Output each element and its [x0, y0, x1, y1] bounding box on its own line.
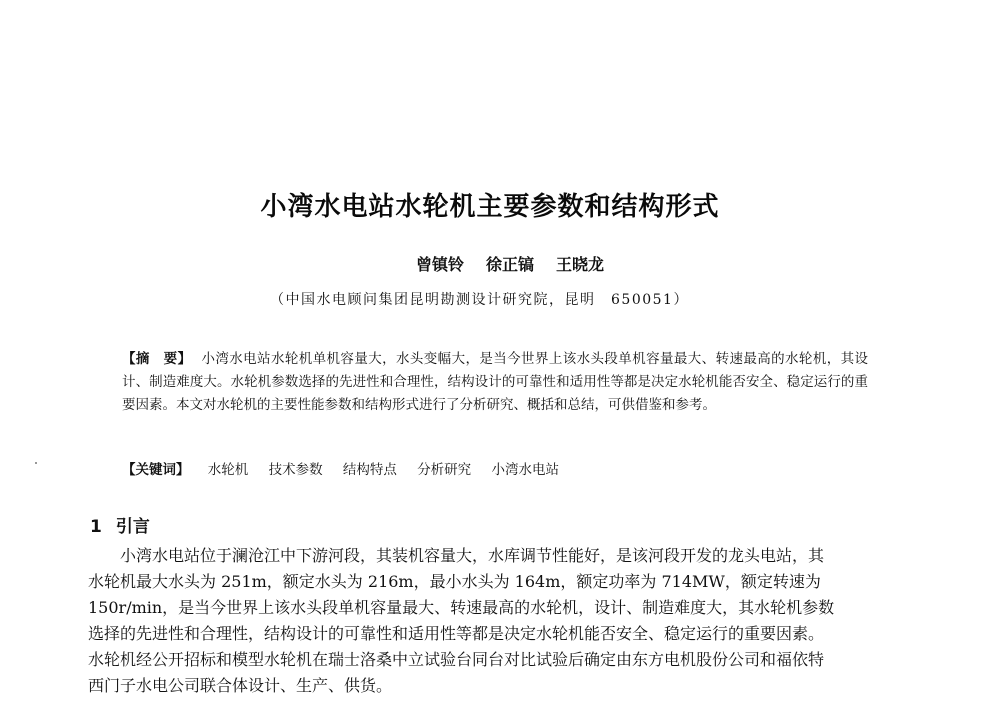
author-name: 王晓龙: [556, 255, 605, 274]
section-number: 1: [90, 517, 102, 537]
keyword: 分析研究: [417, 462, 472, 478]
keywords-label: 【关键词】: [122, 462, 190, 478]
keyword: 技术参数: [268, 462, 323, 478]
author-affiliation: （中国水电顾问集团昆明勘测设计研究院，昆明 650051）: [270, 292, 689, 308]
keyword: 小湾水电站: [491, 462, 559, 478]
author-name: 曾镇铃: [415, 255, 464, 274]
keyword: 水轮机: [207, 462, 249, 478]
keyword: 结构特点: [342, 462, 397, 478]
abstract: [122, 348, 868, 417]
abstract-label: 【摘 要】: [122, 351, 192, 367]
author-list: [360, 252, 660, 275]
abstract-text: 小湾水电站水轮机单机容量大，水头变幅大，是当今世界上该水头段单机容量最大、转速最高的水轮机，其设计、制造难度大。水轮机参数选择的先进性和合理性，结构设计的可靠性和适用性等都是决定水轮机能否安全、稳定运行的重要因素。本文对水轮机的主要性能参数和结构形式进行了分析研究、概括和总结，可供借鉴和参考。: [122, 351, 869, 413]
author-name: 徐正镐: [485, 255, 534, 274]
section-body: [88, 543, 903, 699]
scan-speck: [35, 462, 37, 464]
body-line: 小湾水电站位于澜沧江中下游河段，其装机容量大，水库调节性能好，是该河段开发的龙头电站，其: [120, 546, 825, 565]
paper-title: 小湾水电站水轮机主要参数和结构形式: [260, 192, 720, 222]
body-line: 西门子水电公司联合体设计、生产、供货。: [88, 676, 393, 695]
keywords: [122, 458, 868, 478]
section-title: 引言: [115, 517, 150, 537]
section-heading: [90, 512, 150, 537]
body-line: 150r/min，是当今世界上该水头段单机容量最大、转速最高的水轮机，设计、制造难度大，其水轮机参数: [88, 598, 835, 617]
body-line: 水轮机最大水头为 251m，额定水头为 216m，最小水头为 164m，额定功率为 714MW，额定转速为: [88, 572, 821, 591]
body-line: 水轮机经公开招标和模型水轮机在瑞士洛桑中立试验台同台对比试验后确定由东方电机股份公司和福依特: [88, 650, 825, 669]
body-line: 选择的先进性和合理性，结构设计的可靠性和适用性等都是决定水轮机能否安全、稳定运行的重要因素。: [88, 624, 825, 643]
